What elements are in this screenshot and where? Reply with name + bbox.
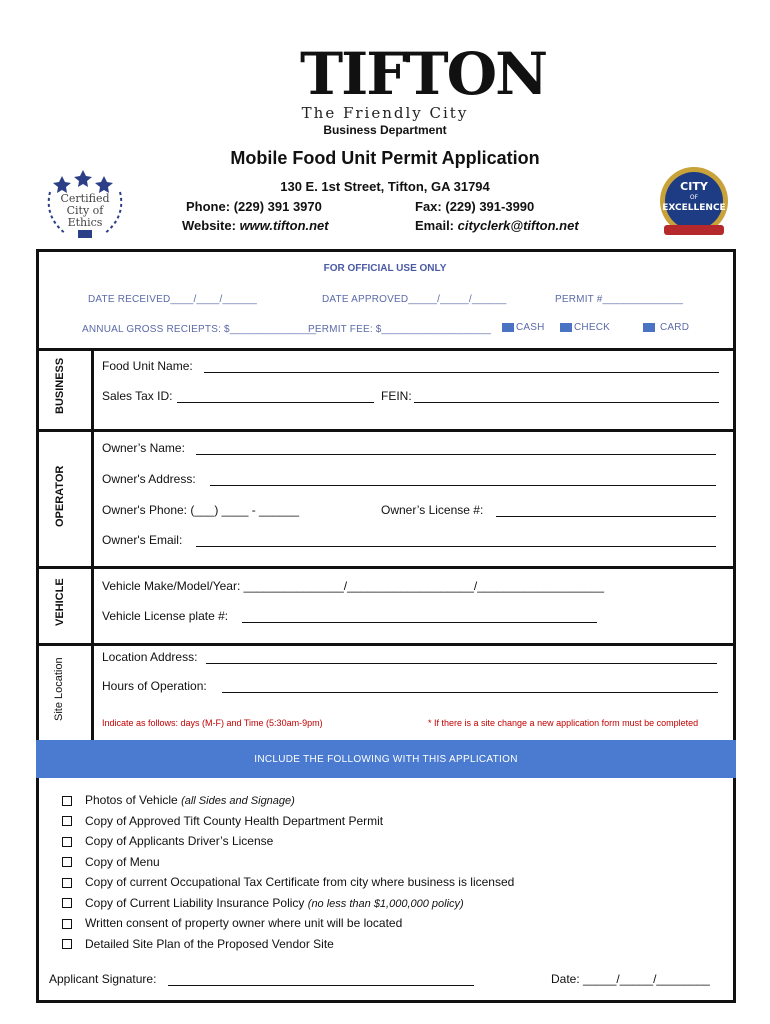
date-received-field[interactable]: DATE RECEIVED____/____/______ [88, 294, 258, 305]
checkbox[interactable] [62, 919, 72, 929]
fein-input[interactable] [414, 390, 719, 403]
checkbox[interactable] [62, 796, 72, 806]
check-option[interactable]: CHECK [560, 322, 610, 333]
website-line: Website: www.tifton.net [182, 218, 329, 233]
phone-line: Phone: (229) 391 3970 [186, 199, 322, 214]
checklist-item[interactable]: Copy of Current Liability Insurance Policy (no less than $1,000,000 policy) [62, 893, 514, 914]
location-address-label: Location Address: [102, 650, 198, 664]
checklist-item[interactable]: Photos of Vehicle (all Sides and Signage) [62, 790, 514, 811]
vehicle-section [36, 566, 736, 643]
permit-number-field[interactable]: PERMIT #______________ [555, 294, 684, 305]
address: 130 E. 1st Street, Tifton, GA 31794 [280, 179, 490, 194]
annual-gross-receipts-field[interactable]: ANNUAL GROSS RECIEPTS: $_______________ [82, 324, 317, 335]
fein-label: FEIN: [381, 389, 412, 403]
vehicle-license-plate-label: Vehicle License plate #: [102, 609, 229, 623]
logo-tagline: The Friendly City [301, 104, 469, 122]
business-sidebar [36, 348, 94, 432]
requirements-checklist [62, 790, 514, 954]
vehicle-license-plate-input[interactable] [242, 610, 597, 623]
owner-email-input[interactable] [196, 534, 716, 547]
checklist-item[interactable]: Detailed Site Plan of the Proposed Vendor Site [62, 934, 514, 955]
vehicle-label: VEHICLE [54, 578, 66, 626]
card-checkbox[interactable] [643, 323, 655, 332]
hours-of-operation-label: Hours of Operation: [102, 679, 207, 693]
permit-fee-field[interactable]: PERMIT FEE: $___________________ [308, 324, 492, 335]
checkbox[interactable] [62, 878, 72, 888]
signature-date-field[interactable]: Date: _____/_____/________ [551, 972, 710, 986]
svg-text:City of: City of [66, 204, 104, 217]
applicant-signature-input[interactable] [168, 973, 474, 986]
email-line: Email: cityclerk@tifton.net [415, 218, 579, 233]
svg-text:Ethics: Ethics [67, 216, 103, 229]
hours-of-operation-input[interactable] [222, 680, 718, 693]
checklist-item[interactable]: Copy of current Occupational Tax Certificate from city where business is licensed [62, 872, 514, 893]
checkbox[interactable] [62, 898, 72, 908]
page-title: Mobile Food Unit Permit Application [230, 148, 540, 168]
email-link[interactable]: cityclerk@tifton.net [457, 218, 579, 233]
owner-address-label: Owner's Address: [102, 472, 196, 486]
hours-format-note: Indicate as follows: days (M-F) and Time (5:30am-9pm) [102, 718, 323, 728]
owner-name-label: Owner’s Name: [102, 441, 185, 455]
date-approved-field[interactable]: DATE APPROVED_____/_____/______ [322, 294, 507, 305]
checkbox[interactable] [62, 837, 72, 847]
owner-phone-field[interactable]: Owner's Phone: (___) ____ - ______ [102, 503, 300, 517]
checklist-item[interactable]: Copy of Menu [62, 852, 514, 873]
owner-email-label: Owner's Email: [102, 533, 183, 547]
cash-option[interactable]: CASH [502, 322, 545, 333]
department-name: Business Department [323, 123, 447, 137]
applicant-signature-label: Applicant Signature: [49, 972, 157, 986]
checkbox[interactable] [62, 816, 72, 826]
checklist-item[interactable]: Written consent of property owner where unit will be located [62, 913, 514, 934]
business-label: BUSINESS [54, 357, 66, 414]
site-change-note: * If there is a site change a new application form must be completed [428, 718, 699, 728]
checkbox[interactable] [62, 939, 72, 949]
svg-text:CITY: CITY [680, 180, 708, 193]
fax-line: Fax: (229) 391-3990 [415, 199, 535, 214]
site-location-label: Site Location [53, 657, 65, 721]
food-unit-name-input[interactable] [204, 360, 719, 373]
svg-text:EXCELLENCE: EXCELLENCE [662, 203, 726, 213]
vehicle-make-model-year-field[interactable]: Vehicle Make/Model/Year: _______________/___________________/___________________ [102, 579, 605, 593]
sales-tax-id-input[interactable] [177, 390, 374, 403]
owner-address-input[interactable] [210, 473, 716, 486]
owner-license-input[interactable] [496, 504, 716, 517]
include-header: INCLUDE THE FOLLOWING WITH THIS APPLICATION [36, 740, 736, 778]
website-link[interactable]: www.tifton.net [239, 218, 329, 233]
svg-text:Certified: Certified [60, 192, 110, 205]
owner-name-input[interactable] [196, 442, 716, 455]
tifton-logo: TIFTON [300, 40, 547, 108]
owner-license-label: Owner’s License #: [381, 503, 484, 517]
checkbox[interactable] [62, 857, 72, 867]
official-use-title: FOR OFFICIAL USE ONLY [323, 263, 447, 274]
cash-checkbox[interactable] [502, 323, 514, 332]
city-of-excellence-seal [650, 163, 738, 245]
operator-sidebar [36, 429, 94, 566]
site-location-sidebar [36, 643, 94, 740]
sales-tax-id-label: Sales Tax ID: [102, 389, 173, 403]
checklist-item[interactable]: Copy of Approved Tift County Health Department Permit [62, 811, 514, 832]
location-address-input[interactable] [206, 651, 717, 664]
checklist-item[interactable]: Copy of Applicants Driver’s License [62, 831, 514, 852]
food-unit-name-label: Food Unit Name: [102, 359, 193, 373]
check-checkbox[interactable] [560, 323, 572, 332]
svg-text:OF: OF [689, 194, 699, 201]
vehicle-sidebar [36, 566, 94, 643]
operator-label: OPERATOR [54, 465, 66, 527]
card-option[interactable]: CARD [643, 322, 689, 333]
certified-city-of-ethics-seal [40, 162, 130, 242]
